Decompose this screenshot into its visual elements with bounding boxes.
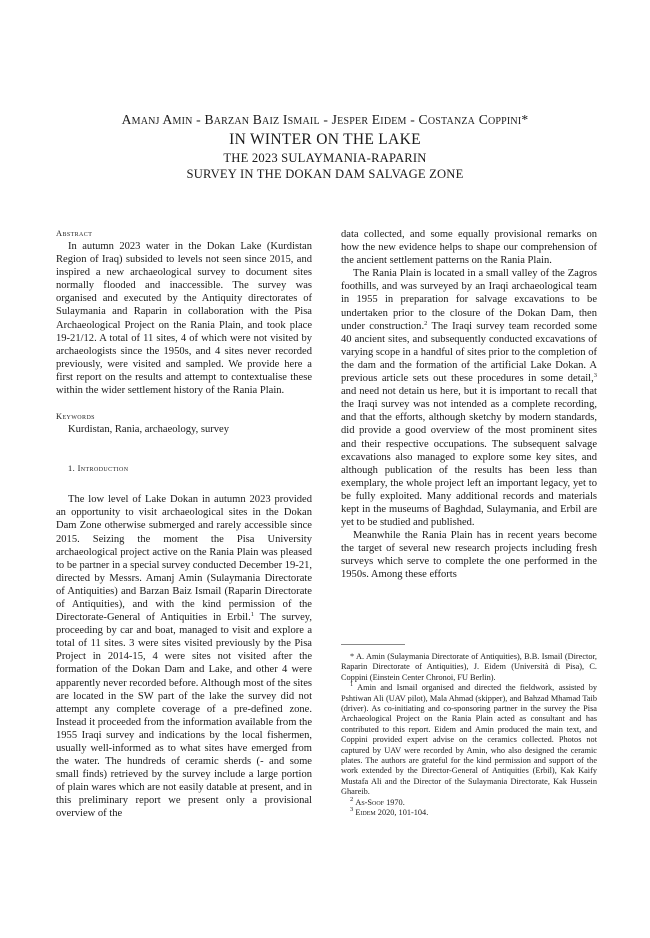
footnote-star: * A. Amin (Sulaymania Directorate of Antiquities), B.B. Ismail (Director, Raparin Directorate of Antiquities), J. Eidem (Università di Pisa), C. Coppini (Einstein Center Chronoi, FU Berlin). — [341, 652, 597, 682]
footnote-rule — [341, 644, 405, 645]
intro-paragraph-2-text-a: The Rania Plain is located in a small valley of the Zagros foothills, and was surveyed by an Iraqi archaeological team in 1955 in preparation for salvage excavations to be undertaken prior to the closure of the Dokan Dam, then under construction. — [341, 268, 597, 332]
left-column — [56, 228, 312, 821]
keywords-heading: Keywords — [56, 412, 95, 422]
footnote-3-text: Eidem 2020, 101-104. — [355, 808, 429, 818]
footnote-3-number: 3 — [350, 806, 354, 814]
footnotes — [341, 652, 597, 819]
intro-paragraph-2-text-c: and need not detain us here, but it is important to recall that the Iraqi survey was not intended as a complete recording, and that the efforts, although sketchy by modern standards, did provide a good overview of the most prominent sites and their respective occupations. The subsequent salvage excavations also managed to explore some key sites, and although publication of the results has been less than exemplary, the whole project left an important legacy, yet to be fully exploited. Many additional records and materials kept in the museums of Baghdad, Sulaymania, and Erbil are yet to be studied and published. — [341, 386, 597, 529]
intro-paragraph-1-text-a: The low level of Lake Dokan in autumn 2023 provided an opportunity to visit archaeological sites in the Dokan Dam Zone otherwise submerged and rarely accessible since 2015. Seizing the moment the Pisa University archaeological project active on the Rania Plain was pleased to be partner in a special survey conducted December 19-21, directed by Messrs. Amanj Amin (Sulaymania Directorate of Antiquities) and Barzan Baiz Ismail (Raparin Directorate of Antiquities), and with the kind permission of the Directorate-General of Antiquities in Erbil. — [56, 494, 312, 624]
authors-line: Amanj Amin - Barzan Baiz Ismail - Jesper Eidem - Costanza Coppini* — [121, 112, 529, 127]
footnote-1-number: 1 — [350, 681, 354, 689]
footnote-3 — [341, 808, 597, 818]
footnote-1-text: Amin and Ismail organised and directed the fieldwork, assisted by Pshtiwan Ali (UAV pilot), Mala Ahmad (skipper), and Bahzad Mhamad Taib (driver). As co-initiating and co-sponsoring partner in the survey the Pisa Archaeological Project on the Rania Plain acted as consultant and has contributed to this report. Eidem and Amin produced the main text, and Coppini provided expert advise on the ceramics collected. Photos not captured by UAV were recorded by Amin, who also designed the ceramic plates. The authors are grateful for the kind permission and support of the work extended by the Director-General of Antiquities (Erbil), Kak Kaify Mustafa Ali and the Director of the Sulaymania Directorate, Kak Hussein Ghareib. — [341, 683, 597, 797]
article-title: IN WINTER ON THE LAKE — [229, 131, 421, 148]
intro-paragraph-1 — [56, 493, 312, 820]
footnote-2-text: As-Soof 1970. — [355, 797, 405, 807]
article-subtitle-line-2: SURVEY IN THE DOKAN DAM SALVAGE ZONE — [186, 167, 464, 181]
footnote-ref-3: 3 — [593, 372, 597, 380]
intro-paragraph-1-continued: data collected, and some equally provisional remarks on how the new evidence helps to shape our comprehension of the ancient settlement patterns on the Rania Plain. — [341, 229, 597, 267]
intro-paragraph-3: Meanwhile the Rania Plain has in recent years become the target of several new research projects including fresh surveys which serve to complete the one performed in the 1950s. Among these efforts — [341, 530, 597, 581]
footnote-1 — [341, 683, 597, 797]
footnote-ref-1: 1 — [250, 611, 254, 619]
keywords-text: Kurdistan, Rania, archaeology, survey — [68, 424, 229, 436]
footnote-ref-2: 2 — [424, 319, 428, 327]
footnote-2 — [341, 795, 597, 808]
abstract-text: In autumn 2023 water in the Dokan Lake (Kurdistan Region of Iraq) subsided to levels not seen since 2015, and inspired a new archaeological survey to document sites normally flooded and inaccessible. The survey was organised and executed by the Antiquity directorates of Sulaymania and Raparin in collaboration with the Pisa Archaeological Project on the Rania Plain, and took place 19-21/12. A total of 11 sites, 4 of which were not visited by archaeologists since the 1950s, and 4 sites never recorded previously, were visited and sampled. We provide here a first report on the results and attempt to contextualise these within the wider settlement history of the Rania Plain. — [56, 241, 312, 397]
right-column — [341, 228, 597, 582]
introduction-heading: 1. Introduction — [68, 464, 129, 474]
footnote-2-number: 2 — [350, 795, 354, 803]
abstract-heading: Abstract — [56, 229, 93, 238]
intro-paragraph-2-text-b: The Iraqi survey team recorded some 40 ancient sites, and subsequently conducted excavations of varying scope in a handful of sites prior to the completion of the dam and the formation of the artificial Lake Dokan. A previous article sets out these procedures in some detail, — [341, 320, 597, 385]
intro-paragraph-1-text-b: The survey, proceeding by car and boat, managed to visit and explore a total of 11 sites. 3 were sites visited previously by the Pisa Project in 2014-15, 4 were sites not visited after the formation of the Dokan Dam and Lake, and other 4 were apparently never recorded before. Although most of the sites are located in the SW part of the lake the survey did not attempt any complete coverage of a pre-defined zone. Instead it proceeded from the information available from the 1955 Iraqi survey and indications by the local fishermen, usually well-informed as to what sites have emerged from the water. The hundreds of ceramic sherds (- and some small finds) retrieved by the survey include a large portion of plain wares which are not easily datable at present, and in this preliminary report we present only a provisional overview of the — [56, 612, 312, 820]
article-subtitle-line-1: THE 2023 SULAYMANIA-RAPARIN — [223, 151, 427, 165]
intro-paragraph-2 — [341, 267, 597, 529]
